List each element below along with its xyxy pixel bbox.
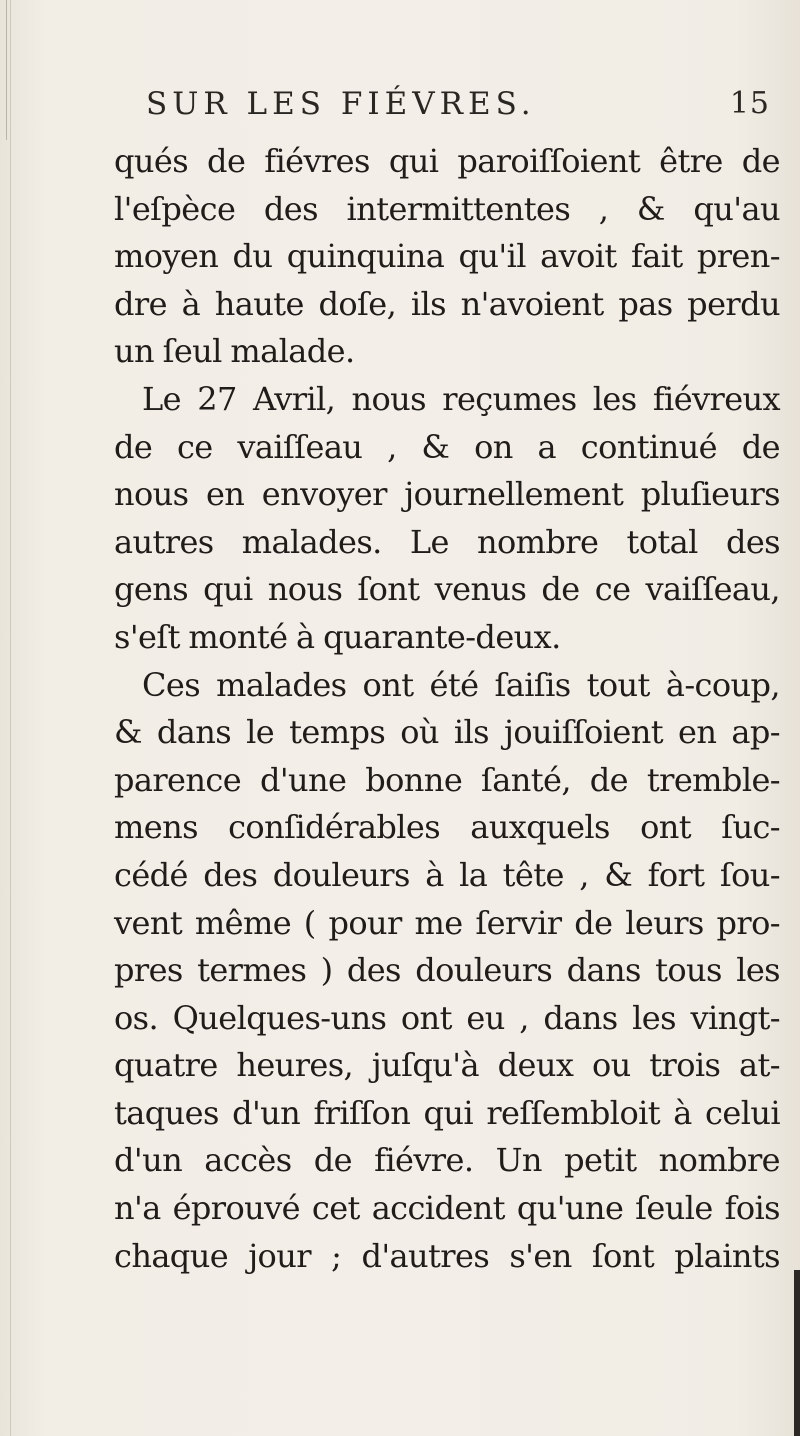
text-line: s'eſt monté à quarante-deux. (114, 617, 561, 656)
text-line: d'un accès de fiévre. Un petit nombre (114, 1141, 780, 1180)
text-line: nous en envoyer journellement pluſieurs (114, 475, 780, 514)
body-text (114, 138, 780, 1280)
text-line: chaque jour ; d'autres s'en ſont plaints (114, 1236, 780, 1275)
page-edge-line (6, 0, 7, 140)
text-line: qués de fiévres qui paroiſſoient être de (114, 142, 780, 180)
text-line: dre à haute doſe, ils n'avoient pas perdu (114, 284, 780, 323)
text-line: moyen du quinquina qu'il avoit fait pren- (114, 237, 780, 276)
text-line: un ſeul malade. (114, 332, 355, 371)
text-line: cédé des douleurs à la tête , & fort ſou- (114, 855, 780, 894)
text-line: n'a éprouvé cet accident qu'une ſeule fois (114, 1189, 780, 1228)
text-line: autres malades. Le nombre total des (114, 522, 780, 561)
text-line: gens qui nous ſont venus de ce vaiſſeau, (114, 570, 780, 609)
text-line: & dans le temps où ils jouiſſoient en ap- (114, 713, 780, 752)
text-line: parence d'une bonne ſanté, de tremble- (114, 760, 780, 799)
page-header (146, 84, 770, 130)
text-line: pres termes ) des douleurs dans tous les (114, 951, 780, 990)
text-line: l'eſpèce des intermittentes , & qu'au (114, 189, 780, 228)
page-edge-line (10, 0, 11, 1436)
text-line: vent même ( pour me ſervir de leurs pro- (114, 903, 780, 942)
page-number: 15 (729, 86, 770, 121)
text-line: quatre heures, juſqu'à deux ou trois at- (114, 1046, 780, 1085)
running-head: SUR LES FIÉVRES. (146, 86, 536, 122)
text-line: Le 27 Avril, nous reçumes les fiévreux (142, 379, 780, 418)
text-line: mens conſidérables auxquels ont ſuc- (114, 808, 780, 847)
text-line: de ce vaiſſeau , & on a continué de (114, 427, 780, 466)
text-line: os. Quelques-uns ont eu , dans les vingt- (114, 998, 780, 1037)
text-line: taques d'un friſſon qui reſſembloit à celui (114, 1093, 780, 1132)
text-line: Ces malades ont été ſaiſis tout à-coup, (142, 665, 780, 704)
page-edge-shadow (794, 1270, 800, 1436)
